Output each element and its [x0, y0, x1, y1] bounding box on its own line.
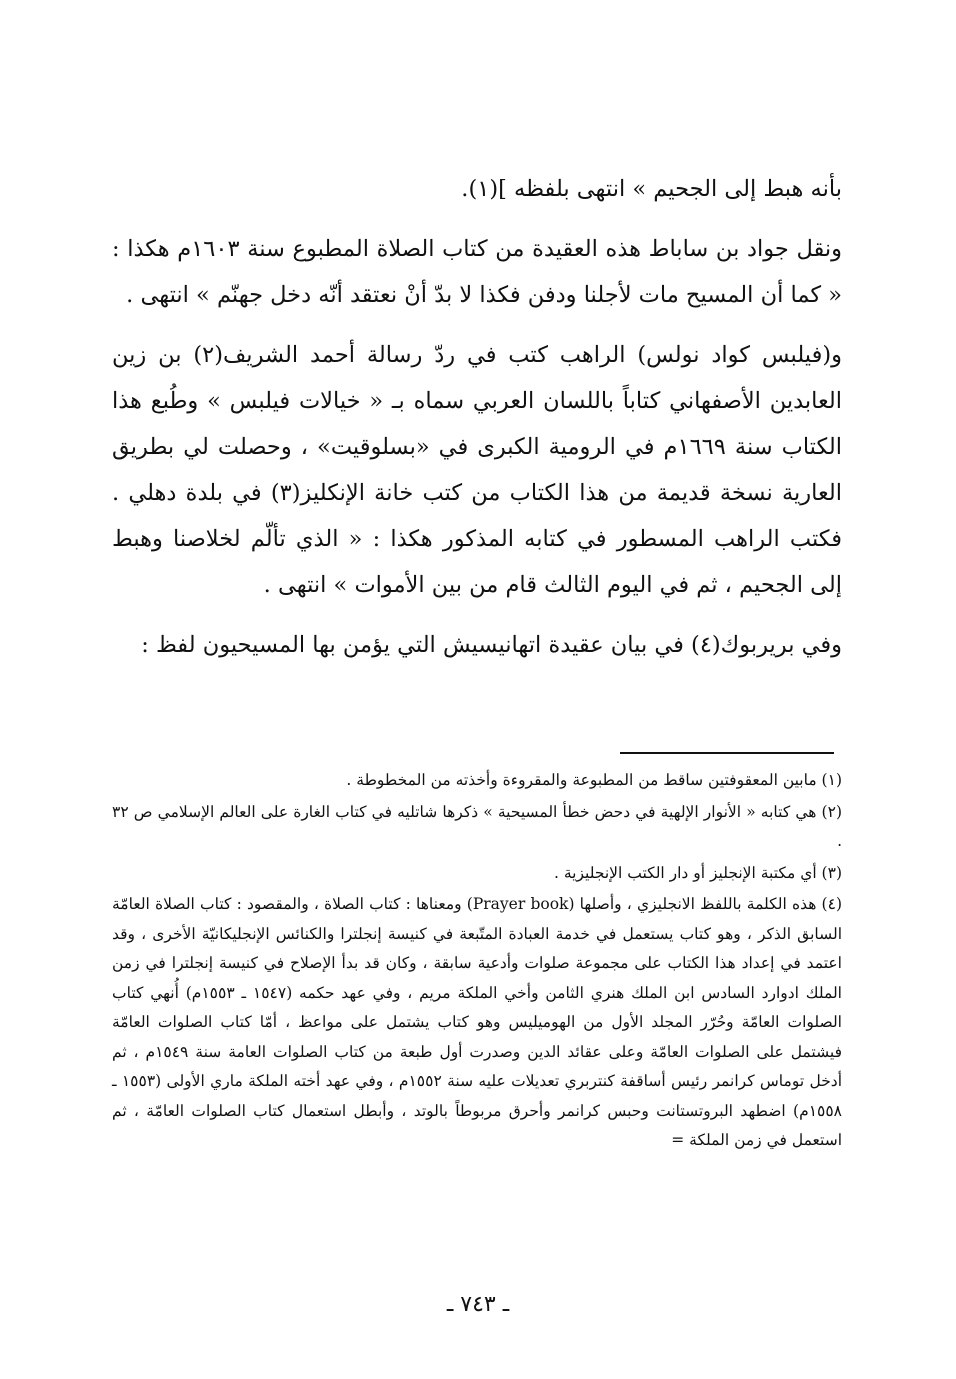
footnote-3: (٣) أي مكتبة الإنجليز أو دار الكتب الإنجليزية . [554, 863, 842, 882]
footnotes [112, 766, 842, 1156]
body-paragraph-2: ونقل جواد بن ساباط هذه العقيدة من كتاب الصلاة المطبوع سنة ١٦٠٣م هكذا : « كما أن المسيح مات لأجلنا ودفن فكذا لا بدّ أنْ نعتقد أنّه دخل جهنّم » انتهى . [112, 236, 842, 308]
footnote-divider [620, 752, 834, 754]
body-paragraph-3: و(فيلبس كواد نولس) الراهب كتب في ردّ رسالة أحمد الشريف(٢) بن زين العابدين الأصفهاني كتاباً باللسان العربي سماه بـ « خيالات فيلبس » وطُبع هذا الكتاب سنة ١٦٦٩م في الرومية الكبرى في «بسلوقيت» ، وحصلت لي بطريق العارية نسخة قديمة من هذا الكتاب من كتب خانة الإنكليز(٣) في بلدة دهلي . فكتب الراهب المسطور في كتابه المذكور هكذا : « الذي تألّم لخلاصنا وهبط إلى الجحيم ، ثم في اليوم الثالث قام من بين الأموات » انتهى . [112, 342, 842, 598]
footnote-2: (٢) هي كتابه « الأنوار الإلهية في دحض خطأ المسيحية » ذكرها شاتليه في كتاب الغارة على العالم الإسلامي ص ٣٢ . [112, 802, 842, 850]
page-number: ـ ٧٤٣ ـ [446, 1292, 510, 1317]
footnote-4: (٤) هذه الكلمة باللفظ الانجليزي ، وأصلها (Prayer book) ومعناها : كتاب الصلاة ، والمقصود : كتاب الصلاة العامّة السابق الذكر ، وهو كتاب يستعمل في خدمة العبادة المتّبعة في كنيسة إنجلترا والكنائس الإنجليكانيّة الأخرى ، وقد اعتمد في إعداد هذا الكتاب على مجموعة صلوات وأدعية سابقة ، وكان قد بدأ الإصلاح في كنيسة إنجلترا في زمن الملك ادوارد السادس ابن الملك هنري الثامن وأخي الملكة مريم ، وفي عهد حكمه (١٥٤٧ ـ ١٥٥٣م) أُنهي كتاب الصلوات العامّة وحُرّر المجلد الأول من الهوميليس وهو كتاب يشتمل على مواعظ ، أمّا كتاب الصلوات العامّة فيشتمل على الصلوات العامّة وعلى عقائد الدين وصدرت أول طبعة من كتاب الصلوات العامة سنة ١٥٤٩م ، ثم أدخل توماس كرانمر رئيس أساقفة كنتربري تعديلات عليه سنة ١٥٥٢م ، وفي عهد أخته الملكة ماري الأولى (١٥٥٣ ـ ١٥٥٨م) اضطهد البروتستانت وحبس كرانمر وأحرق مربوطاً بالوتد ، وأبطل استعمال كتاب الصلوات العامّة ، ثم استعمل في زمن الملكة = [112, 895, 842, 1149]
footnote-1: (١) مابين المعقوفتين ساقط من المطبوعة والمقروءة وأخذته من المخطوطة . [346, 771, 842, 789]
body-paragraph-4: وفي بريربوك(٤) في بيان عقيدة اتهانيسيش التي يؤمن بها المسيحيون لفظ : [141, 632, 842, 658]
body-paragraph-1: بأنه هبط إلى الجحيم » انتهى بلفظه ](١). [461, 176, 842, 202]
main-text [112, 166, 842, 668]
